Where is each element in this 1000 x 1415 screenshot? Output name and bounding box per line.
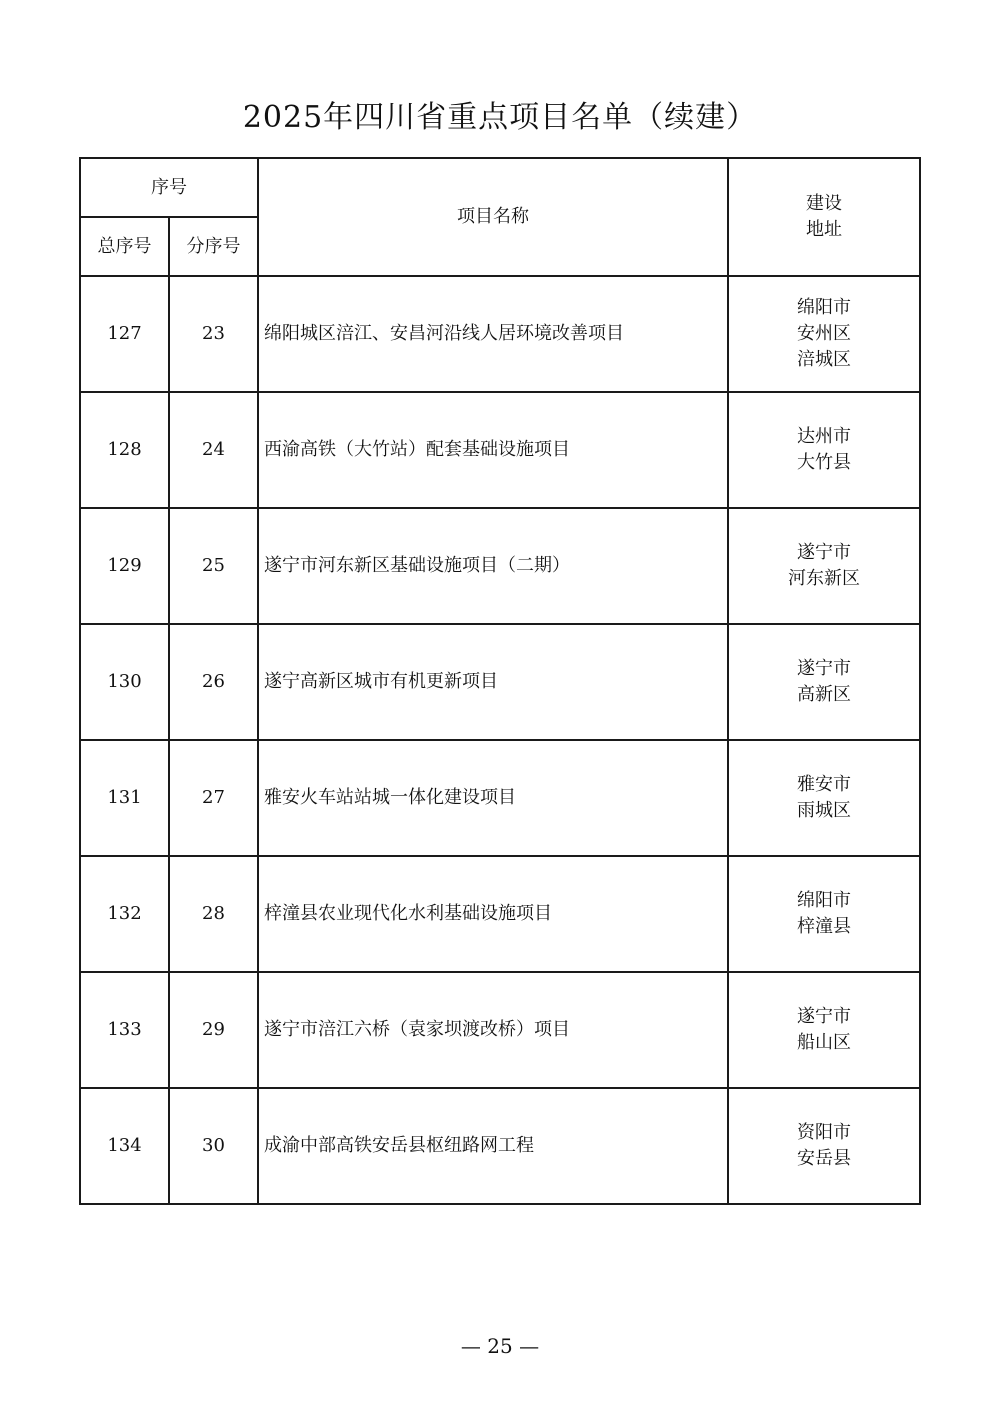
page-title: 2025年四川省重点项目名单（续建）	[242, 100, 758, 135]
header-sub-seq: 分序号	[169, 217, 258, 276]
header-location-line2: 地址	[806, 219, 842, 240]
sub-seq-cell: 27	[169, 740, 258, 856]
table-body	[80, 276, 920, 1204]
project-name-cell: 绵阳城区涪江、安昌河沿线人居环境改善项目	[258, 276, 728, 392]
header-row-top	[80, 158, 920, 217]
location-line: 安岳县	[797, 1148, 851, 1169]
sub-seq-cell: 29	[169, 972, 258, 1088]
location-line: 遂宁市	[797, 658, 851, 679]
header-project-name: 项目名称	[258, 158, 728, 276]
sub-seq-cell: 23	[169, 276, 258, 392]
sub-seq-cell: 28	[169, 856, 258, 972]
projects-table	[79, 157, 921, 1205]
table-row	[80, 624, 920, 740]
location-line: 船山区	[797, 1032, 851, 1053]
project-name-cell: 遂宁市涪江六桥（袁家坝渡改桥）项目	[258, 972, 728, 1088]
project-name-cell: 西渝高铁（大竹站）配套基础设施项目	[258, 392, 728, 508]
total-seq-cell: 130	[80, 624, 169, 740]
total-seq-cell: 128	[80, 392, 169, 508]
table-row	[80, 856, 920, 972]
table-row	[80, 508, 920, 624]
table-row	[80, 740, 920, 856]
project-name-cell: 梓潼县农业现代化水利基础设施项目	[258, 856, 728, 972]
total-seq-cell: 134	[80, 1088, 169, 1204]
location-line: 绵阳市	[797, 297, 851, 318]
location-cell	[728, 740, 920, 856]
location-cell	[728, 624, 920, 740]
total-seq-cell: 133	[80, 972, 169, 1088]
project-name-cell: 雅安火车站站城一体化建设项目	[258, 740, 728, 856]
sub-seq-cell: 26	[169, 624, 258, 740]
location-line: 河东新区	[788, 568, 860, 589]
location-line: 遂宁市	[797, 542, 851, 563]
location-cell	[728, 276, 920, 392]
location-line: 涪城区	[797, 349, 851, 370]
total-seq-cell: 132	[80, 856, 169, 972]
location-cell	[728, 1088, 920, 1204]
location-line: 绵阳市	[797, 890, 851, 911]
location-cell	[728, 972, 920, 1088]
location-line: 雨城区	[797, 800, 851, 821]
project-name-cell: 成渝中部高铁安岳县枢纽路网工程	[258, 1088, 728, 1204]
header-seq-group: 序号	[80, 158, 258, 217]
header-location	[728, 158, 920, 276]
table-row	[80, 1088, 920, 1204]
total-seq-cell: 127	[80, 276, 169, 392]
sub-seq-cell: 30	[169, 1088, 258, 1204]
location-line: 梓潼县	[797, 916, 851, 937]
location-line: 大竹县	[797, 452, 851, 473]
total-seq-cell: 129	[80, 508, 169, 624]
table-row	[80, 276, 920, 392]
project-name-cell: 遂宁市河东新区基础设施项目（二期）	[258, 508, 728, 624]
location-line: 达州市	[797, 426, 851, 447]
sub-seq-cell: 25	[169, 508, 258, 624]
table-row	[80, 392, 920, 508]
location-line: 遂宁市	[797, 1006, 851, 1027]
project-name-cell: 遂宁高新区城市有机更新项目	[258, 624, 728, 740]
sub-seq-cell: 24	[169, 392, 258, 508]
location-line: 高新区	[797, 684, 851, 705]
location-line: 雅安市	[797, 774, 851, 795]
header-total-seq: 总序号	[80, 217, 169, 276]
page-number: — 25 —	[460, 1334, 540, 1358]
location-cell	[728, 508, 920, 624]
location-line: 资阳市	[797, 1122, 851, 1143]
total-seq-cell: 131	[80, 740, 169, 856]
location-cell	[728, 392, 920, 508]
location-line: 安州区	[797, 323, 851, 344]
location-cell	[728, 856, 920, 972]
table-row	[80, 972, 920, 1088]
header-location-line1: 建设	[806, 193, 842, 214]
